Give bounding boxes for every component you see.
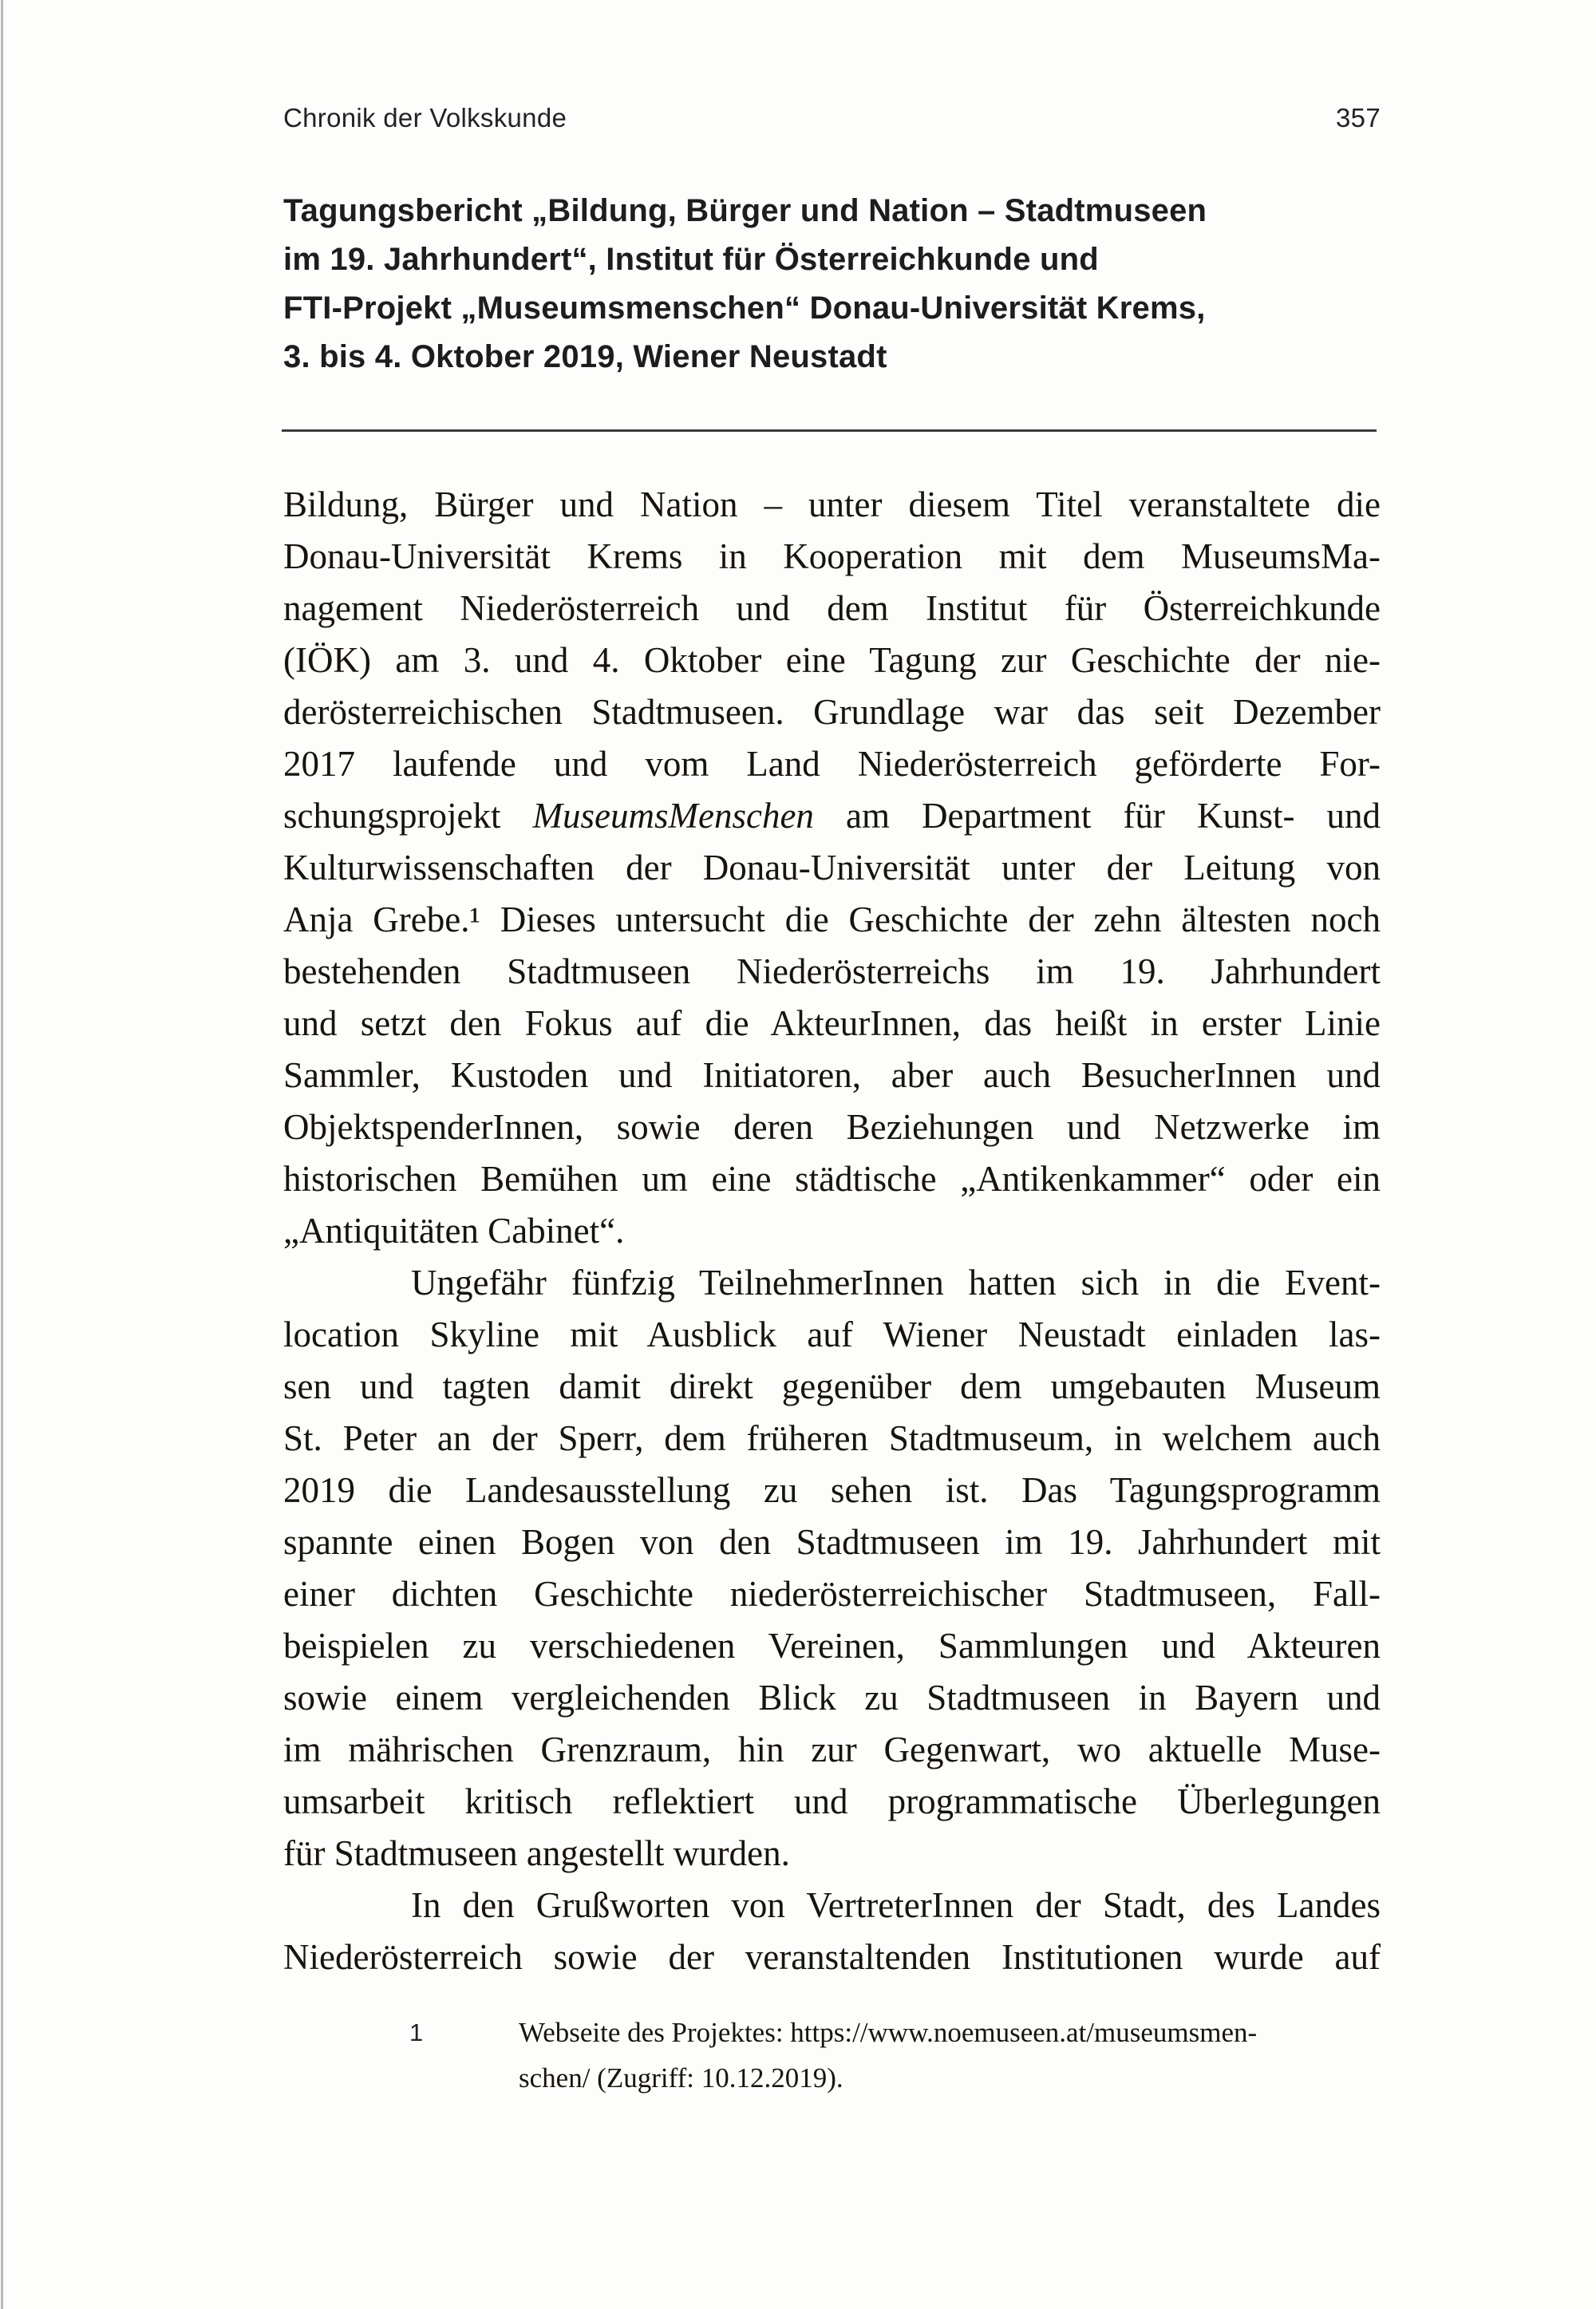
text-line: spannte einen Bogen von den Stadtmuseen im 19. Jahrhundert mit — [283, 1522, 1381, 1562]
text-line: St. Peter an der Sperr, dem früheren Stadtmuseum, in welchem auch — [283, 1418, 1381, 1458]
text-line: umsarbeit kritisch reflektiert und programmatische Überlegungen — [283, 1781, 1381, 1821]
article-title-line: FTI-Projekt „Museumsmenschen“ Donau-Universität Krems, — [283, 291, 1206, 326]
text-line: für Stadtmuseen angestellt wurden. — [283, 1833, 790, 1873]
footnote-line: schen/ (Zugriff: 10.12.2019). — [519, 2062, 843, 2094]
article-title-line: im 19. Jahrhundert“, Institut für Österreichkunde und — [283, 242, 1099, 277]
text-line: Ungefähr fünfzig TeilnehmerInnen hatten sich in die Event- — [411, 1263, 1381, 1303]
footnote-line: Webseite des Projektes: https://www.noemuseen.at/museumsmen- — [519, 2017, 1258, 2048]
emphasized-text: MuseumsMenschen — [532, 796, 814, 836]
text-line: (IÖK) am 3. und 4. Oktober eine Tagung zur Geschichte der nie- — [283, 640, 1381, 680]
running-head — [283, 101, 1381, 136]
footnote — [409, 2010, 1383, 2101]
text-line: einer dichten Geschichte niederösterreichischer Stadtmuseen, Fall- — [283, 1574, 1381, 1614]
text-line: historischen Bemühen um eine städtische „Antikenkammer“ oder ein — [283, 1159, 1381, 1199]
text-line: location Skyline mit Ausblick auf Wiener Neustadt einladen las- — [283, 1315, 1381, 1354]
text-line: sen und tagten damit direkt gegenüber dem umgebauten Museum — [283, 1366, 1381, 1406]
text-line: ObjektspenderInnen, sowie deren Beziehungen und Netzwerke im — [283, 1107, 1381, 1147]
text-line: Bildung, Bürger und Nation – unter diesem Titel veranstaltete die — [283, 484, 1381, 524]
article-title — [283, 187, 1396, 382]
page-edge-line — [1, 0, 3, 2309]
text-line: Donau-Universität Krems in Kooperation mit dem MuseumsMa- — [283, 536, 1381, 576]
text-line: nagement Niederösterreich und dem Institut für Österreichkunde — [283, 588, 1381, 628]
text-line: Niederösterreich sowie der veranstaltenden Institutionen wurde auf — [283, 1937, 1381, 1977]
footnote-text — [519, 2010, 1257, 2101]
article-title-line: Tagungsbericht „Bildung, Bürger und Nation – Stadtmuseen — [283, 193, 1207, 228]
text-line: sowie einem vergleichenden Blick zu Stadtmuseen in Bayern und — [283, 1678, 1381, 1718]
text-line: im mährischen Grenzraum, hin zur Gegenwart, wo aktuelle Muse- — [283, 1730, 1381, 1769]
text-line: 2019 die Landesausstellung zu sehen ist. Das Tagungsprogramm — [283, 1470, 1381, 1510]
paragraph — [283, 1257, 1381, 1880]
text-line: Sammler, Kustoden und Initiatoren, aber auch BesucherInnen und — [283, 1055, 1381, 1095]
text-line: In den Grußworten von VertreterInnen der Stadt, des Landes — [411, 1885, 1381, 1925]
paragraph — [283, 479, 1381, 1257]
footnote-number: 1 — [409, 2018, 424, 2046]
text-line: Anja Grebe.¹ Dieses untersucht die Geschichte der zehn ältesten noch — [283, 899, 1381, 939]
text-line: und setzt den Fokus auf die AkteurInnen, das heißt in erster Linie — [283, 1003, 1381, 1043]
text-line: „Antiquitäten Cabinet“. — [283, 1211, 625, 1251]
text-line: schungsprojekt MuseumsMenschen am Department für Kunst- und — [283, 796, 1381, 836]
page-number: 357 — [1336, 103, 1381, 132]
paragraph — [283, 1880, 1381, 1983]
text-line: Kulturwissenschaften der Donau-Universität unter der Leitung von — [283, 848, 1381, 888]
text-line: bestehenden Stadtmuseen Niederösterreichs im 19. Jahrhundert — [283, 951, 1381, 991]
article-title-line: 3. bis 4. Oktober 2019, Wiener Neustadt — [283, 339, 887, 374]
title-divider-rule — [282, 429, 1377, 432]
running-head-title: Chronik der Volkskunde — [283, 103, 567, 132]
text-line: derösterreichischen Stadtmuseen. Grundlage war das seit Dezember — [283, 692, 1381, 732]
text-line: 2017 laufende und vom Land Niederösterreich geförderte For- — [283, 744, 1381, 784]
text-line: beispielen zu verschiedenen Vereinen, Sammlungen und Akteuren — [283, 1626, 1381, 1666]
article-body — [283, 479, 1381, 1983]
